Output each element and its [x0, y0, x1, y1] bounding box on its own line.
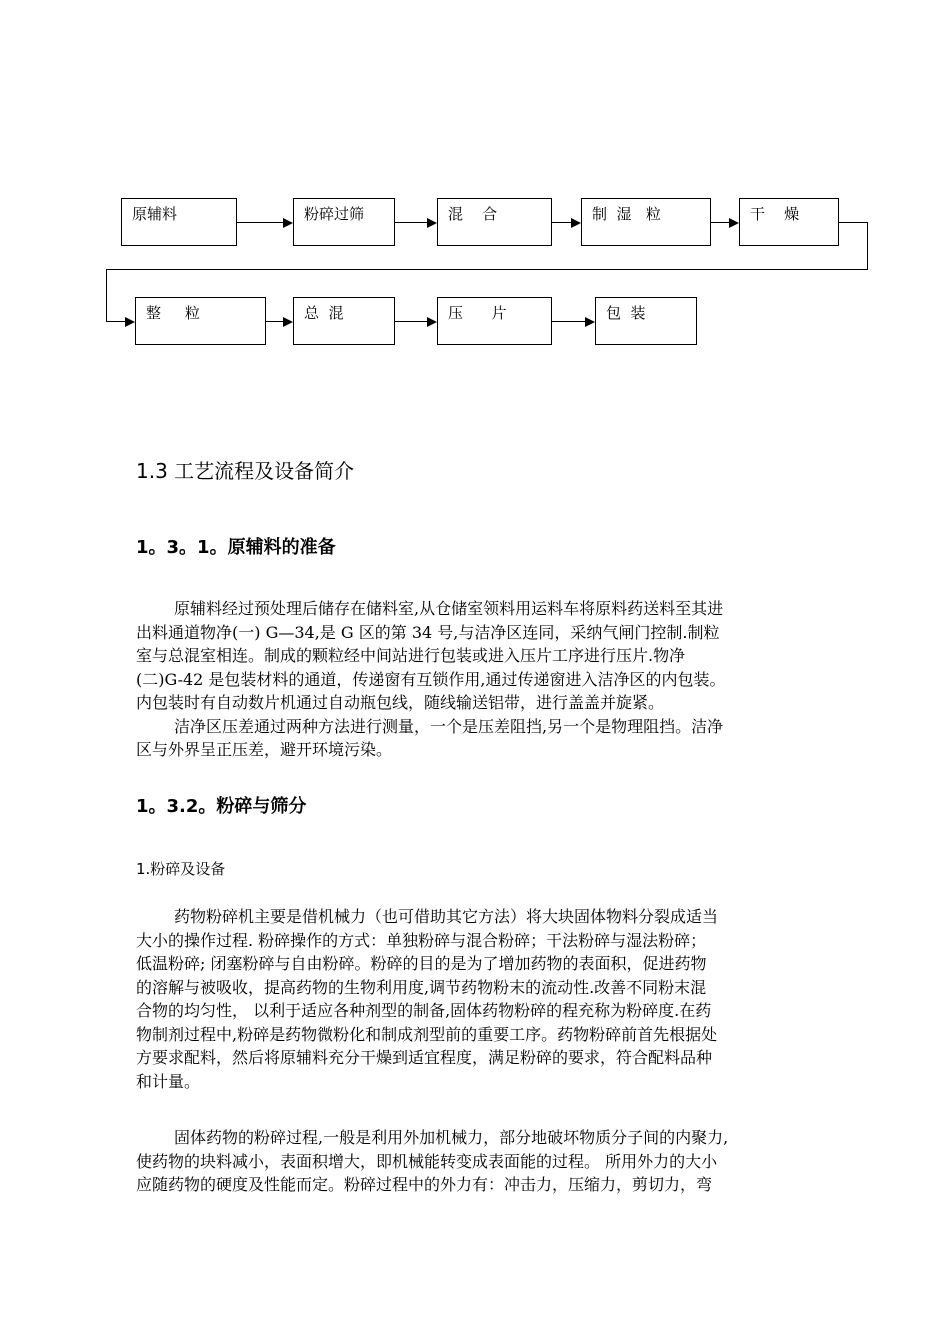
flow-step-drying: 干 燥 — [739, 198, 839, 246]
paragraph-raw-material-prep — [136, 597, 856, 762]
flow-step-crush-sieve: 粉碎过筛 — [293, 198, 395, 246]
flow-connector — [395, 321, 427, 322]
paragraph-crushing-intro — [136, 905, 856, 1093]
flow-step-final-mixing: 总 混 — [293, 297, 395, 345]
flow-connector-wrap — [867, 222, 868, 270]
flow-step-wet-granulation: 制 湿 粒 — [581, 198, 711, 246]
text-line: 原辅料经过预处理后储存在储料室,从仓储室领料用运料车将原料药送料至其进 — [174, 599, 724, 618]
text-line: 的溶解与被吸收，提高药物的生物利用度,调节药物粉末的流动性.改善不同粉末混 — [136, 977, 707, 997]
arrow-head-icon — [571, 218, 581, 228]
flow-connector — [552, 321, 585, 322]
text-line: 使药物的块料减小，表面积增大，即机械能转变成表面能的过程。 所用外力的大小 — [136, 1151, 718, 1171]
flow-connector-wrap — [839, 222, 868, 223]
text-line: 固体药物的粉碎过程,一般是利用外加机械力，部分地破坏物质分子间的内聚力, — [174, 1128, 729, 1147]
text-line: 大小的操作过程. 粉碎操作的方式：单独粉碎与混合粉碎；干法粉碎与湿法粉碎； — [136, 930, 707, 950]
text-line: 区与外界呈正压差，避开环境污染。 — [136, 740, 393, 759]
flow-connector — [266, 321, 283, 322]
flow-step-mixing: 混 合 — [437, 198, 552, 246]
flow-connector — [711, 222, 729, 223]
flow-connector — [395, 222, 427, 223]
flow-step-raw-materials: 原辅料 — [121, 198, 237, 246]
section-heading-1-3-1: 1。3。1。原辅料的准备 — [136, 537, 336, 558]
subsection-heading-crushing: 1.粉碎及设备 — [136, 860, 226, 878]
text-line: 应随药物的硬度及性能而定。粉碎过程中的外力有：冲击力，压缩力，剪切力，弯 — [136, 1175, 713, 1194]
text-line: (二)G-42 是包装材料的通道，传递窗有互锁作用,通过传递窗进入洁净区的内包装。 — [136, 669, 726, 689]
flow-step-tableting: 压 片 — [437, 297, 552, 345]
flow-connector-wrap — [106, 269, 107, 321]
arrow-head-icon — [427, 317, 437, 327]
text-line: 合物的均匀性， 以利于适应各种剂型的制备,固体药物粉碎的程充称为粉碎度.在药 — [136, 1001, 712, 1020]
text-line: 低温粉碎; 闭塞粉碎与自由粉碎。粉碎的目的是为了增加药物的表面积，促进药物 — [136, 954, 707, 973]
text-line: 和计量。 — [136, 1071, 201, 1091]
flow-connector — [237, 222, 283, 223]
arrow-head-icon — [729, 218, 739, 228]
arrow-head-icon — [427, 218, 437, 228]
section-heading-1-3-2: 1。3.2。粉碎与筛分 — [136, 796, 307, 817]
arrow-head-icon — [125, 317, 135, 327]
arrow-head-icon — [283, 218, 293, 228]
flow-connector-wrap — [106, 269, 868, 270]
text-line: 内包装时有自动数片机通过自动瓶包线，随线输送铝带，进行盖盖并旋紧。 — [136, 693, 665, 712]
flow-step-packaging: 包 装 — [595, 297, 697, 345]
text-line: 药物粉碎机主要是借机械力（也可借助其它方法）将大块固体物料分裂成适当 — [174, 907, 719, 926]
process-flowchart — [0, 0, 950, 360]
section-heading-1-3: 1.3 工艺流程及设备简介 — [136, 459, 355, 483]
arrow-head-icon — [283, 317, 293, 327]
text-line: 洁净区压差通过两种方法进行测量，一个是压差阻挡,另一个是物理阻挡。洁净 — [174, 716, 724, 736]
flow-connector — [552, 222, 571, 223]
arrow-head-icon — [585, 317, 595, 327]
flow-connector-wrap — [106, 321, 125, 322]
text-line: 出料通道物净(一) G—34,是 G 区的第 34 号,与洁净区连同，采纳气闸门控制.制粒 — [136, 622, 720, 642]
paragraph-crushing-process — [136, 1126, 856, 1197]
text-line: 室与总混室相连。制成的颗粒经中间站进行包装或进入压片工序进行压片.物净 — [136, 646, 686, 665]
text-line: 物制剂过程中,粉碎是药物微粉化和制成剂型前的重要工序。药物粉碎前首先根据处 — [136, 1024, 718, 1044]
flow-step-sizing: 整 粒 — [135, 297, 266, 345]
text-line: 方要求配料，然后将原辅料充分干燥到适宜程度，满足粉碎的要求，符合配料品种 — [136, 1048, 713, 1067]
